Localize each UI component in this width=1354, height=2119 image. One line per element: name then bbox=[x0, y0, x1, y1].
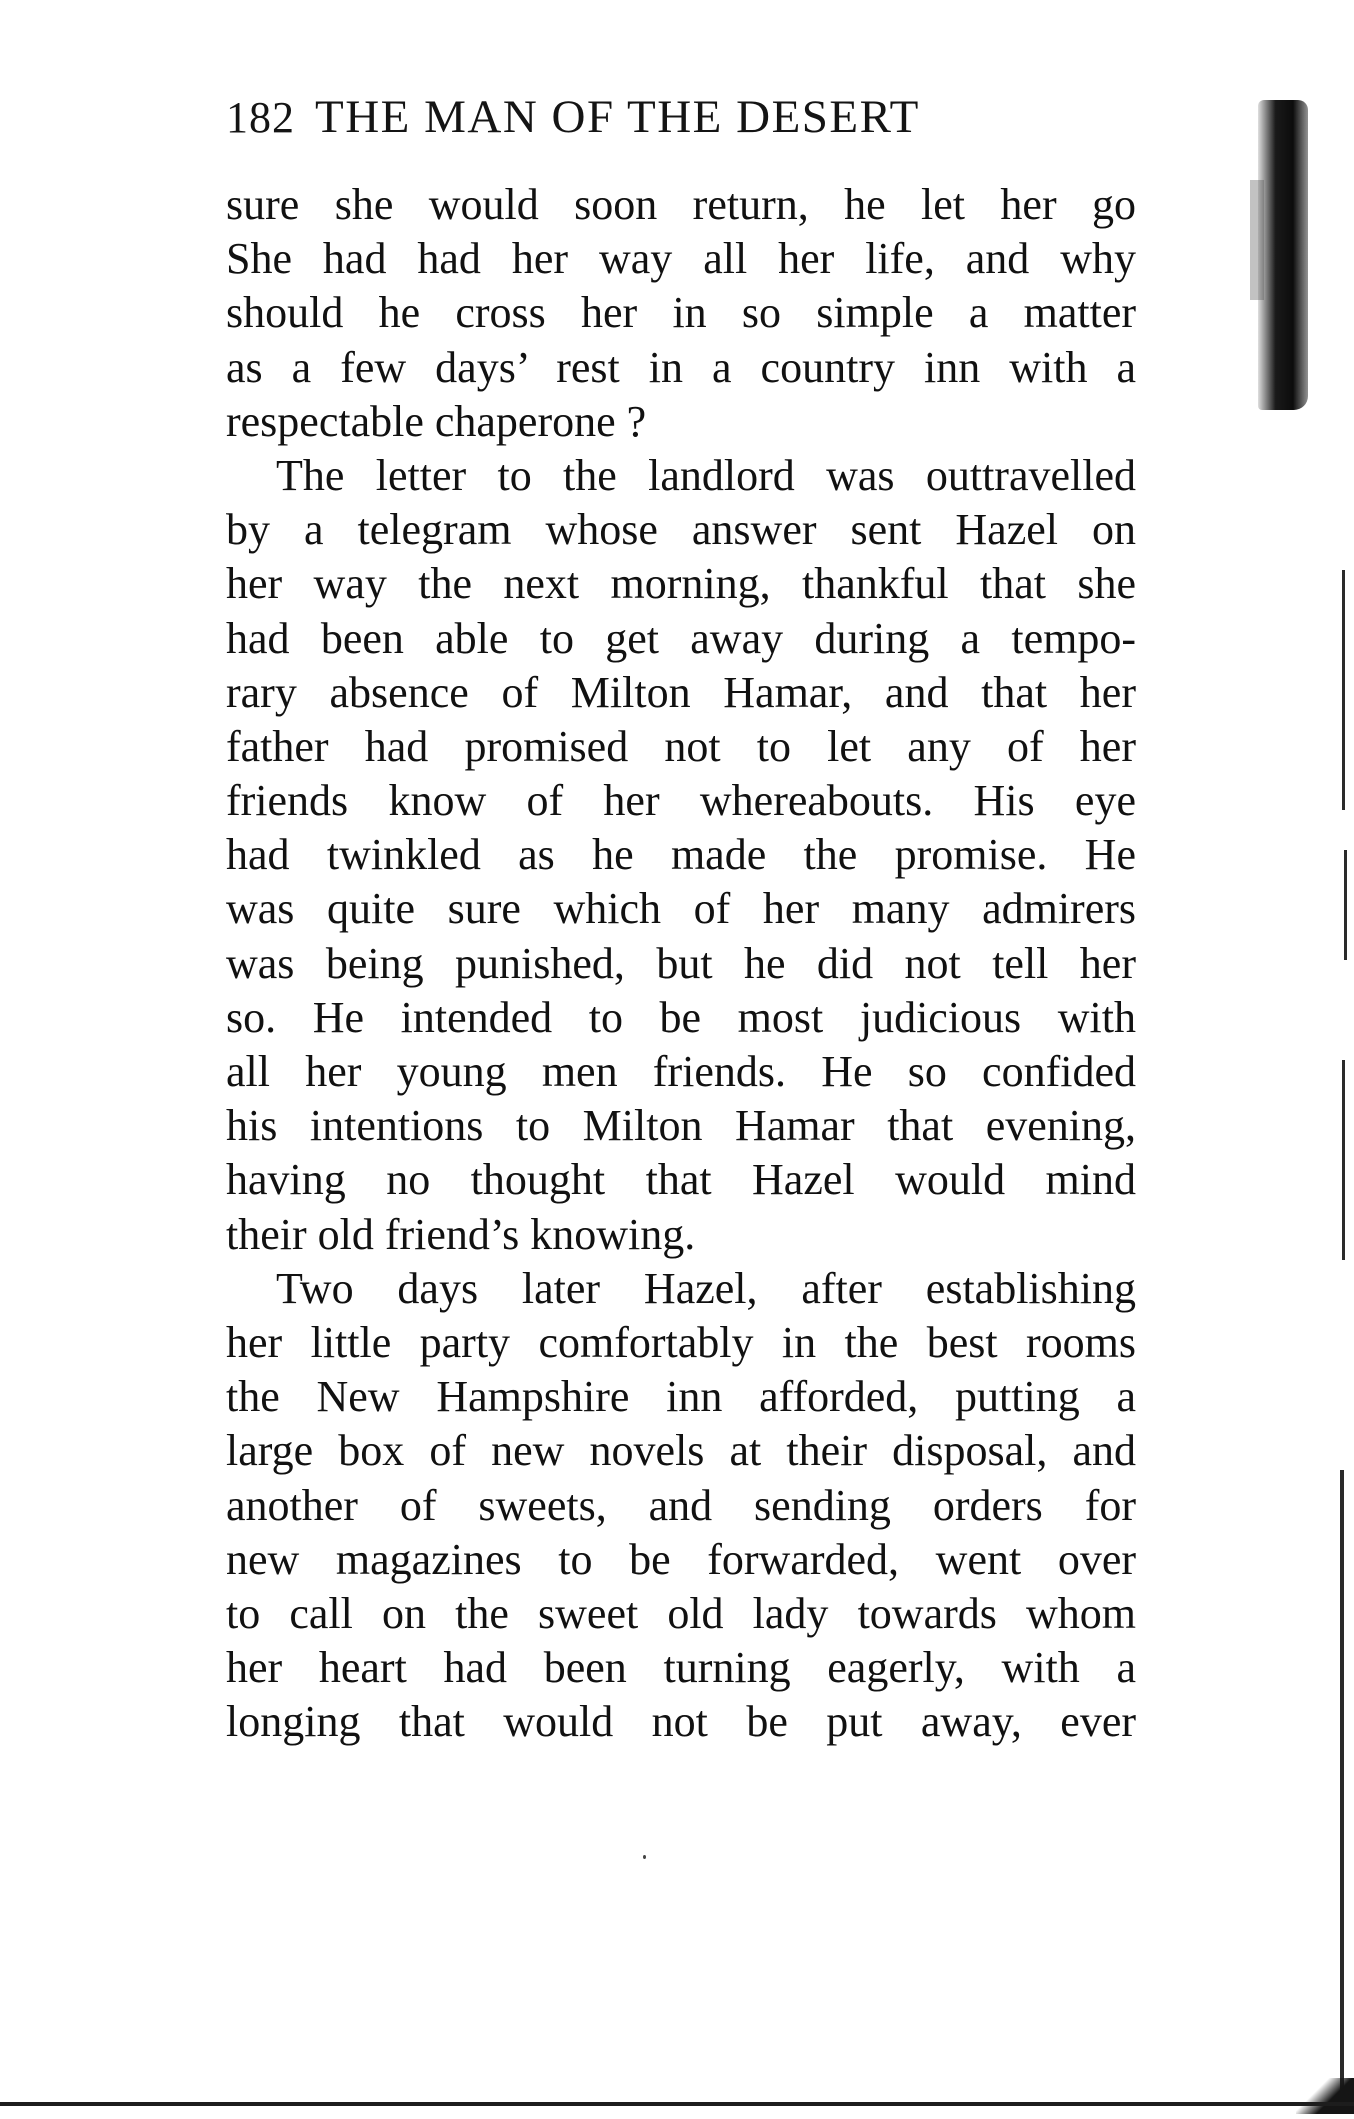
text-line: her heart had been turning eagerly, with a bbox=[226, 1643, 1136, 1693]
text-line: all her young men friends. He so confided bbox=[226, 1047, 1136, 1096]
text-line: her little party comfortably in the best rooms bbox=[226, 1317, 1136, 1367]
text-line: to call on the sweet old lady towards whom bbox=[226, 1588, 1136, 1638]
text-line: by a telegram whose answer sent Hazel on bbox=[226, 505, 1136, 555]
page-number: 182 bbox=[226, 93, 295, 142]
page-corner-shadow bbox=[1296, 2078, 1354, 2114]
text-line: was being punished, but he did not tell her bbox=[226, 938, 1136, 988]
text-line: father had promised not to let any of her bbox=[226, 721, 1136, 771]
text-line: the New Hampshire inn afforded, putting a bbox=[226, 1372, 1136, 1422]
text-line: his intentions to Milton Hamar that evening, bbox=[226, 1101, 1136, 1151]
text-line: sure she would soon return, he let her go bbox=[226, 180, 1136, 229]
text-line: respectable chaperone ? bbox=[226, 396, 647, 446]
text-line: new magazines to be forwarded, went over bbox=[226, 1534, 1136, 1584]
text-line: had twinkled as he made the promise. He bbox=[226, 830, 1136, 880]
text-line: had been able to get away during a tempo- bbox=[226, 613, 1136, 663]
text-line: another of sweets, and sending orders for bbox=[226, 1480, 1136, 1530]
text-line: her way the next morning, thankful that she bbox=[226, 559, 1136, 609]
scan-edge-shadow bbox=[1258, 100, 1308, 410]
paragraph-first-line: The letter to the landlord was outtravelled bbox=[276, 450, 1136, 500]
text-line: longing that would not be put away, ever bbox=[226, 1697, 1136, 1747]
page-edge-line bbox=[1342, 1060, 1345, 1260]
text-line: their old friend’s knowing. bbox=[226, 1209, 696, 1259]
text-line: as a few days’ rest in a country inn with a bbox=[226, 342, 1136, 392]
page-edge-line bbox=[1340, 1470, 1344, 2090]
text-line: so. He intended to be most judicious with bbox=[226, 992, 1136, 1042]
paragraph-first-line: Two days later Hazel, after establishing bbox=[276, 1263, 1136, 1313]
text-line: large box of new novels at their disposal, and bbox=[226, 1426, 1136, 1476]
page-edge-line bbox=[1344, 850, 1347, 960]
text-line: was quite sure which of her many admirers bbox=[226, 884, 1136, 934]
page-bottom-edge bbox=[0, 2102, 1354, 2106]
scan-speck bbox=[643, 1855, 646, 1859]
body-text bbox=[226, 178, 1136, 1749]
book-title: THE MAN OF THE DESERT bbox=[315, 91, 920, 143]
scan-edge-shadow-soft bbox=[1250, 180, 1264, 300]
text-line: She had had her way all her life, and why bbox=[226, 234, 1136, 284]
text-line: friends know of her whereabouts. His eye bbox=[226, 776, 1136, 826]
text-line: should he cross her in so simple a matter bbox=[226, 288, 1136, 338]
running-head bbox=[226, 90, 1126, 160]
page-edge-line bbox=[1342, 570, 1345, 810]
text-line: rary absence of Milton Hamar, and that her bbox=[226, 667, 1136, 717]
text-line: having no thought that Hazel would mind bbox=[226, 1155, 1136, 1205]
